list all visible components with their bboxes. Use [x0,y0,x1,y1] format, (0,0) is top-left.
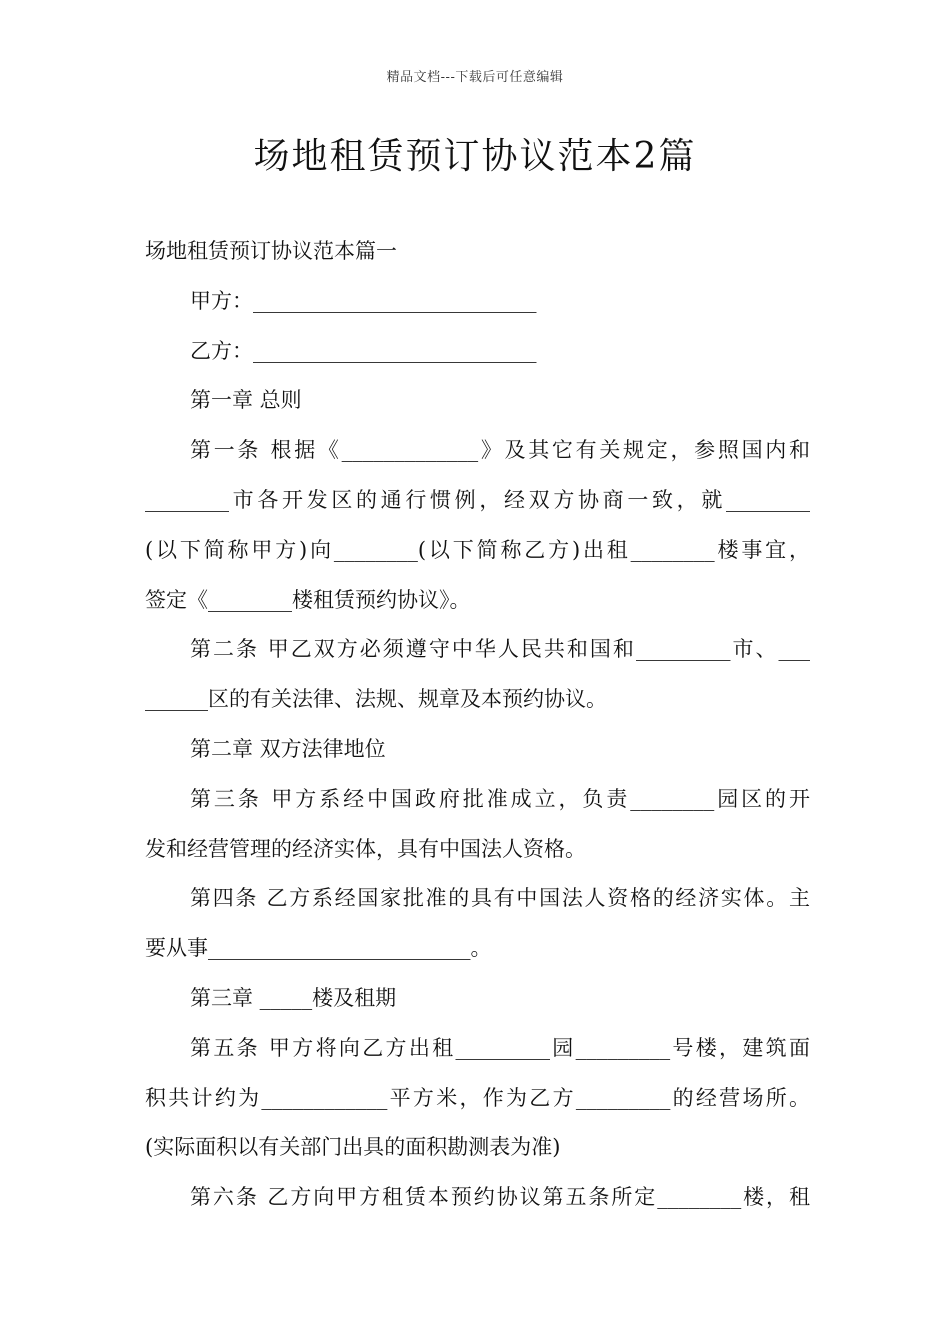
paragraph-line: 第四条 乙方系经国家批准的具有中国法人资格的经济实体。主 [190,886,810,910]
paragraph-line: ______区的有关法律、法规、规章及本预约协议。 [145,687,607,711]
paragraph-line: 签定《________楼租赁预约协议》。 [145,588,471,612]
chapter-heading: 第三章 _____楼及租期 [190,986,397,1010]
paragraph-line: 发和经营管理的经济实体，具有中国法人资格。 [145,837,586,861]
party-a-line: 甲方：___________________________ [190,289,537,313]
paragraph-line: (以下简称甲方)向________(以下简称乙方)出租________楼事宜， [145,538,810,562]
chapter-heading: 第二章 双方法律地位 [190,737,386,761]
paragraph-line: 第一条 根据《_____________》及其它有关规定，参照国内和 [190,438,810,462]
paragraph-line: 第五条 甲方将向乙方出租_________园_________号楼，建筑面 [190,1036,810,1060]
paragraph-line: (实际面积以有关部门出具的面积勘测表为准) [145,1135,561,1159]
chapter-heading: 第一章 总则 [190,388,302,412]
paragraph-line: ________市各开发区的通行惯例，经双方协商一致，就________ [145,488,810,512]
paragraph-line: 第二条 甲乙双方必须遵守中华人民共和国和_________市、___ [190,637,810,661]
paragraph-line: 要从事_________________________。 [145,936,492,960]
paragraph-line: 第六条 乙方向甲方租赁本预约协议第五条所定________楼，租 [190,1185,810,1209]
section-heading: 场地租赁预订协议范本篇一 [145,239,397,263]
paragraph-line: 积共计约为____________平方米，作为乙方_________的经营场所。 [145,1086,810,1110]
party-b-line: 乙方：___________________________ [190,339,537,363]
paragraph-line: 第三条 甲方系经中国政府批准成立，负责________园区的开 [190,787,810,811]
page-header: 精品文档---下载后可任意编辑 [386,70,564,85]
document-title: 场地租赁预订协议范本2篇 [253,136,697,177]
